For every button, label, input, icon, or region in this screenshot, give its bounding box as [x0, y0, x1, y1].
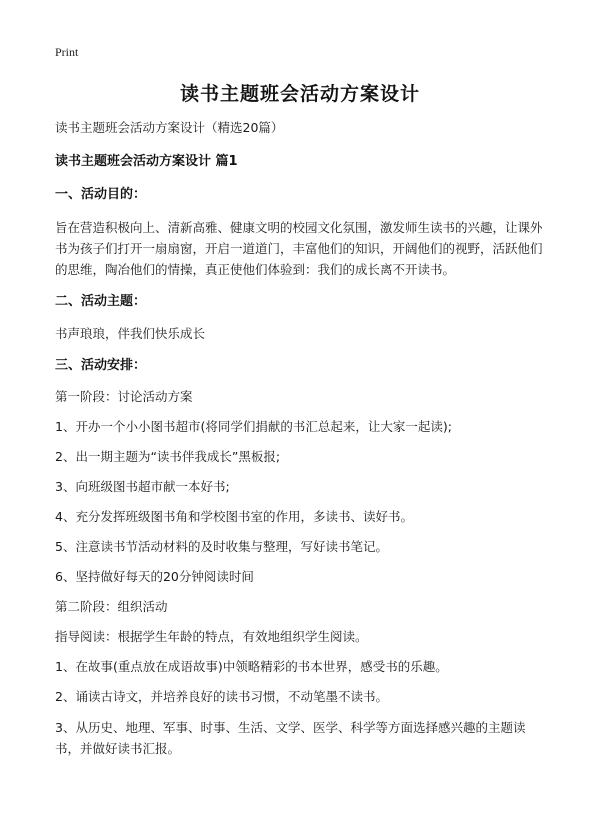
list-item: 6、坚持做好每天的20分钟阅读时间 — [55, 569, 254, 584]
paragraph-purpose: 旨在营造积极向上、清新高雅、健康文明的校园文化氛围，激发师生读书的兴趣，让课外书为孩子们打开一扇扇窗，开启一道道门，丰富他们的知识，开阔他们的视野，活跃他们的思维，陶冶他们的情操，真正使他们体验到：我们的成长离不开读书。 — [55, 220, 543, 277]
stage-one: 第一阶段：讨论活动方案 — [55, 389, 193, 404]
section-title: 读书主题班会活动方案设计 篇1 — [55, 154, 238, 169]
stage-two: 第二阶段：组织活动 — [55, 599, 168, 614]
paragraph-theme: 书声琅琅，伴我们快乐成长 — [55, 326, 206, 341]
list-item: 5、注意读书节活动材料的及时收集与整理，写好读书笔记。 — [55, 539, 388, 554]
list-item: 2、出一期主题为“读书伴我成长”黑板报; — [55, 449, 281, 464]
list-item: 1、在故事(重点放在成语故事)中领略精彩的书本世界，感受书的乐趣。 — [55, 659, 448, 674]
list-item: 3、从历史、地理、军事、时事、生活、文学、医学、科学等方面选择感兴趣的主题读书，并做好读书汇报。 — [55, 720, 526, 756]
heading-purpose: 一、活动目的： — [55, 187, 147, 202]
intro-line: 读书主题班会活动方案设计（精选20篇） — [55, 120, 284, 135]
document-body — [55, 118, 550, 759]
document-title: 读书主题班会活动方案设计 — [179, 83, 420, 105]
heading-theme: 二、活动主题： — [55, 294, 147, 309]
list-item: 2、诵读古诗文，并培养良好的读书习惯，不动笔墨不读书。 — [55, 689, 388, 704]
list-item: 3、向班级图书超市献一本好书; — [55, 479, 230, 494]
list-item: 4、充分发挥班级图书角和学校图书室的作用，多读书、读好书。 — [55, 509, 413, 524]
print-label: Print — [55, 45, 79, 59]
heading-arrangement: 三、活动安排： — [55, 358, 147, 373]
guide-paragraph: 指导阅读：根据学生年龄的特点，有效地组织学生阅读。 — [55, 629, 368, 644]
list-item: 1、开办一个小小图书超市(将同学们捐献的书汇总起来，让大家一起读); — [55, 419, 452, 434]
